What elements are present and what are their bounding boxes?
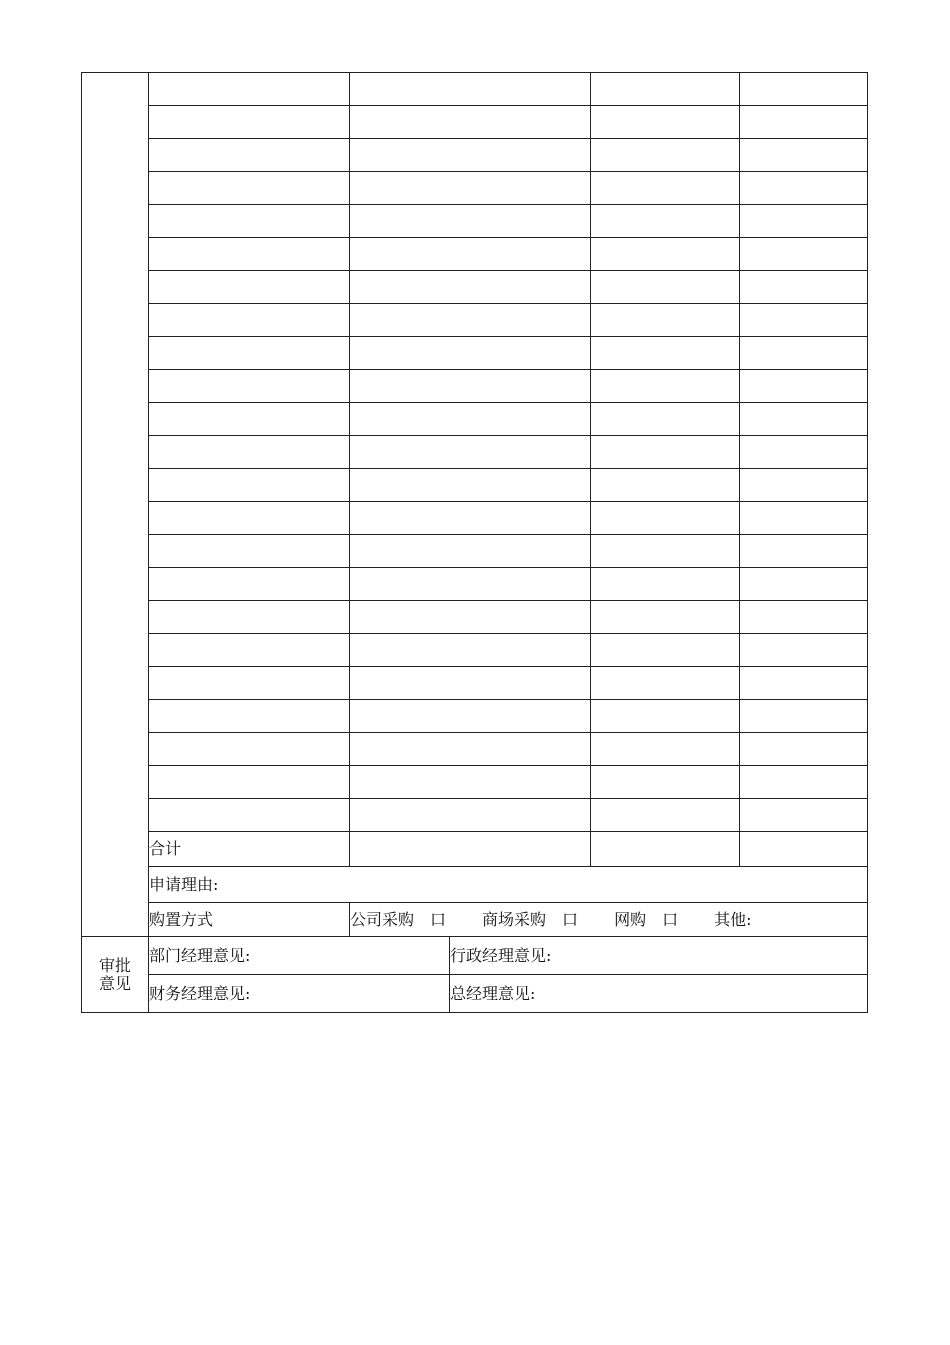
table-row bbox=[82, 766, 868, 799]
item-name-cell[interactable] bbox=[149, 337, 350, 370]
item-unit-price-cell[interactable] bbox=[591, 73, 740, 106]
item-name-cell[interactable] bbox=[149, 469, 350, 502]
purchase-request-form-table bbox=[81, 72, 868, 1013]
table-row bbox=[82, 634, 868, 667]
option-company-purchase-checkbox[interactable]: 口 bbox=[430, 909, 447, 929]
item-unit-price-cell[interactable] bbox=[591, 403, 740, 436]
item-amount-cell[interactable] bbox=[740, 205, 868, 238]
total-quantity-cell[interactable] bbox=[350, 832, 591, 867]
item-quantity-cell[interactable] bbox=[350, 667, 591, 700]
total-row bbox=[82, 832, 868, 867]
admin-manager-opinion[interactable]: 行政经理意见: bbox=[450, 937, 868, 975]
item-unit-price-cell[interactable] bbox=[591, 172, 740, 205]
reason-row bbox=[82, 867, 868, 903]
item-name-cell[interactable] bbox=[149, 370, 350, 403]
option-online-purchase-label: 网购 bbox=[614, 909, 647, 929]
approval-row-2 bbox=[82, 975, 868, 1013]
table-row bbox=[82, 271, 868, 304]
item-amount-cell[interactable] bbox=[740, 733, 868, 766]
item-amount-cell[interactable] bbox=[740, 601, 868, 634]
item-amount-cell[interactable] bbox=[740, 337, 868, 370]
item-quantity-cell[interactable] bbox=[350, 271, 591, 304]
option-online-purchase-checkbox[interactable]: 口 bbox=[662, 909, 679, 929]
item-unit-price-cell[interactable] bbox=[591, 502, 740, 535]
item-unit-price-cell[interactable] bbox=[591, 436, 740, 469]
table-row bbox=[82, 502, 868, 535]
table-row bbox=[82, 337, 868, 370]
item-amount-cell[interactable] bbox=[740, 106, 868, 139]
item-unit-price-cell[interactable] bbox=[591, 568, 740, 601]
item-quantity-cell[interactable] bbox=[350, 733, 591, 766]
option-other[interactable]: 其他: bbox=[714, 909, 752, 929]
table-row bbox=[82, 106, 868, 139]
item-name-cell[interactable] bbox=[149, 700, 350, 733]
item-unit-price-cell[interactable] bbox=[591, 535, 740, 568]
item-unit-price-cell[interactable] bbox=[591, 370, 740, 403]
item-name-cell[interactable] bbox=[149, 733, 350, 766]
item-quantity-cell[interactable] bbox=[350, 568, 591, 601]
item-unit-price-cell[interactable] bbox=[591, 667, 740, 700]
item-quantity-cell[interactable] bbox=[350, 502, 591, 535]
general-manager-opinion[interactable]: 总经理意见: bbox=[450, 975, 868, 1013]
item-name-cell[interactable] bbox=[149, 139, 350, 172]
item-unit-price-cell[interactable] bbox=[591, 469, 740, 502]
item-unit-price-cell[interactable] bbox=[591, 304, 740, 337]
item-name-cell[interactable] bbox=[149, 271, 350, 304]
approval-section-label bbox=[82, 937, 149, 1013]
table-row bbox=[82, 139, 868, 172]
item-amount-cell[interactable] bbox=[740, 238, 868, 271]
item-amount-cell[interactable] bbox=[740, 370, 868, 403]
option-mall-purchase-checkbox[interactable]: 口 bbox=[562, 909, 579, 929]
item-quantity-cell[interactable] bbox=[350, 436, 591, 469]
item-amount-cell[interactable] bbox=[740, 436, 868, 469]
table-row bbox=[82, 601, 868, 634]
item-quantity-cell[interactable] bbox=[350, 139, 591, 172]
option-company-purchase-label: 公司采购 bbox=[350, 909, 415, 929]
item-unit-price-cell[interactable] bbox=[591, 601, 740, 634]
table-row bbox=[82, 436, 868, 469]
item-name-cell[interactable] bbox=[149, 634, 350, 667]
option-company-purchase[interactable] bbox=[350, 911, 446, 929]
item-quantity-cell[interactable] bbox=[350, 238, 591, 271]
table-row bbox=[82, 172, 868, 205]
item-name-cell[interactable] bbox=[149, 568, 350, 601]
table-row bbox=[82, 568, 868, 601]
option-mall-purchase-label: 商场采购 bbox=[482, 909, 547, 929]
option-mall-purchase[interactable] bbox=[482, 911, 578, 929]
finance-manager-opinion[interactable]: 财务经理意见: bbox=[149, 975, 450, 1013]
table-row bbox=[82, 205, 868, 238]
purchase-method-label: 购置方式 bbox=[149, 903, 350, 937]
table-row bbox=[82, 304, 868, 337]
item-amount-cell[interactable] bbox=[740, 667, 868, 700]
form-body bbox=[82, 73, 868, 1013]
table-row bbox=[82, 535, 868, 568]
table-row bbox=[82, 238, 868, 271]
item-name-cell[interactable] bbox=[149, 106, 350, 139]
item-unit-price-cell[interactable] bbox=[591, 337, 740, 370]
table-row bbox=[82, 370, 868, 403]
item-unit-price-cell[interactable] bbox=[591, 700, 740, 733]
item-quantity-cell[interactable] bbox=[350, 403, 591, 436]
item-amount-cell[interactable] bbox=[740, 766, 868, 799]
item-quantity-cell[interactable] bbox=[350, 634, 591, 667]
item-unit-price-cell[interactable] bbox=[591, 799, 740, 832]
table-row bbox=[82, 799, 868, 832]
item-amount-cell[interactable] bbox=[740, 403, 868, 436]
item-name-cell[interactable] bbox=[149, 667, 350, 700]
item-amount-cell[interactable] bbox=[740, 799, 868, 832]
reason-field[interactable]: 申请理由: bbox=[149, 867, 868, 903]
item-name-cell[interactable] bbox=[149, 304, 350, 337]
item-quantity-cell[interactable] bbox=[350, 601, 591, 634]
item-amount-cell[interactable] bbox=[740, 568, 868, 601]
item-quantity-cell[interactable] bbox=[350, 799, 591, 832]
approval-label-line1: 审批 bbox=[98, 955, 131, 975]
item-name-cell[interactable] bbox=[149, 799, 350, 832]
item-quantity-cell[interactable] bbox=[350, 700, 591, 733]
dept-manager-opinion[interactable]: 部门经理意见: bbox=[149, 937, 450, 975]
item-amount-cell[interactable] bbox=[740, 139, 868, 172]
item-unit-price-cell[interactable] bbox=[591, 271, 740, 304]
items-side-cell bbox=[82, 73, 149, 937]
item-quantity-cell[interactable] bbox=[350, 106, 591, 139]
item-quantity-cell[interactable] bbox=[350, 337, 591, 370]
table-row bbox=[82, 469, 868, 502]
item-unit-price-cell[interactable] bbox=[591, 238, 740, 271]
item-quantity-cell[interactable] bbox=[350, 766, 591, 799]
item-amount-cell[interactable] bbox=[740, 700, 868, 733]
item-amount-cell[interactable] bbox=[740, 535, 868, 568]
item-unit-price-cell[interactable] bbox=[591, 634, 740, 667]
item-amount-cell[interactable] bbox=[740, 502, 868, 535]
item-quantity-cell[interactable] bbox=[350, 205, 591, 238]
item-name-cell[interactable] bbox=[149, 436, 350, 469]
approval-row-1 bbox=[82, 937, 868, 975]
table-row bbox=[82, 667, 868, 700]
total-amount-cell[interactable] bbox=[740, 832, 868, 867]
item-name-cell[interactable] bbox=[149, 403, 350, 436]
table-row bbox=[82, 733, 868, 766]
item-amount-cell[interactable] bbox=[740, 304, 868, 337]
item-quantity-cell[interactable] bbox=[350, 370, 591, 403]
item-quantity-cell[interactable] bbox=[350, 304, 591, 337]
item-name-cell[interactable] bbox=[149, 535, 350, 568]
item-quantity-cell[interactable] bbox=[350, 172, 591, 205]
total-label: 合计 bbox=[149, 832, 350, 867]
item-quantity-cell[interactable] bbox=[350, 73, 591, 106]
total-unit-price-cell[interactable] bbox=[591, 832, 740, 867]
purchase-method-row bbox=[82, 903, 868, 937]
item-unit-price-cell[interactable] bbox=[591, 766, 740, 799]
table-row bbox=[82, 73, 868, 106]
purchase-method-options bbox=[350, 903, 868, 937]
item-unit-price-cell[interactable] bbox=[591, 106, 740, 139]
item-name-cell[interactable] bbox=[149, 502, 350, 535]
item-unit-price-cell[interactable] bbox=[591, 733, 740, 766]
item-unit-price-cell[interactable] bbox=[591, 139, 740, 172]
item-amount-cell[interactable] bbox=[740, 634, 868, 667]
approval-label-line2: 意见 bbox=[98, 973, 131, 993]
item-amount-cell[interactable] bbox=[740, 469, 868, 502]
item-name-cell[interactable] bbox=[149, 205, 350, 238]
item-unit-price-cell[interactable] bbox=[591, 205, 740, 238]
item-quantity-cell[interactable] bbox=[350, 535, 591, 568]
item-name-cell[interactable] bbox=[149, 601, 350, 634]
item-name-cell[interactable] bbox=[149, 766, 350, 799]
table-row bbox=[82, 403, 868, 436]
option-online-purchase[interactable] bbox=[614, 911, 678, 929]
item-amount-cell[interactable] bbox=[740, 73, 868, 106]
item-amount-cell[interactable] bbox=[740, 271, 868, 304]
item-amount-cell[interactable] bbox=[740, 172, 868, 205]
item-name-cell[interactable] bbox=[149, 172, 350, 205]
item-name-cell[interactable] bbox=[149, 238, 350, 271]
item-quantity-cell[interactable] bbox=[350, 469, 591, 502]
item-name-cell[interactable] bbox=[149, 73, 350, 106]
table-row bbox=[82, 700, 868, 733]
